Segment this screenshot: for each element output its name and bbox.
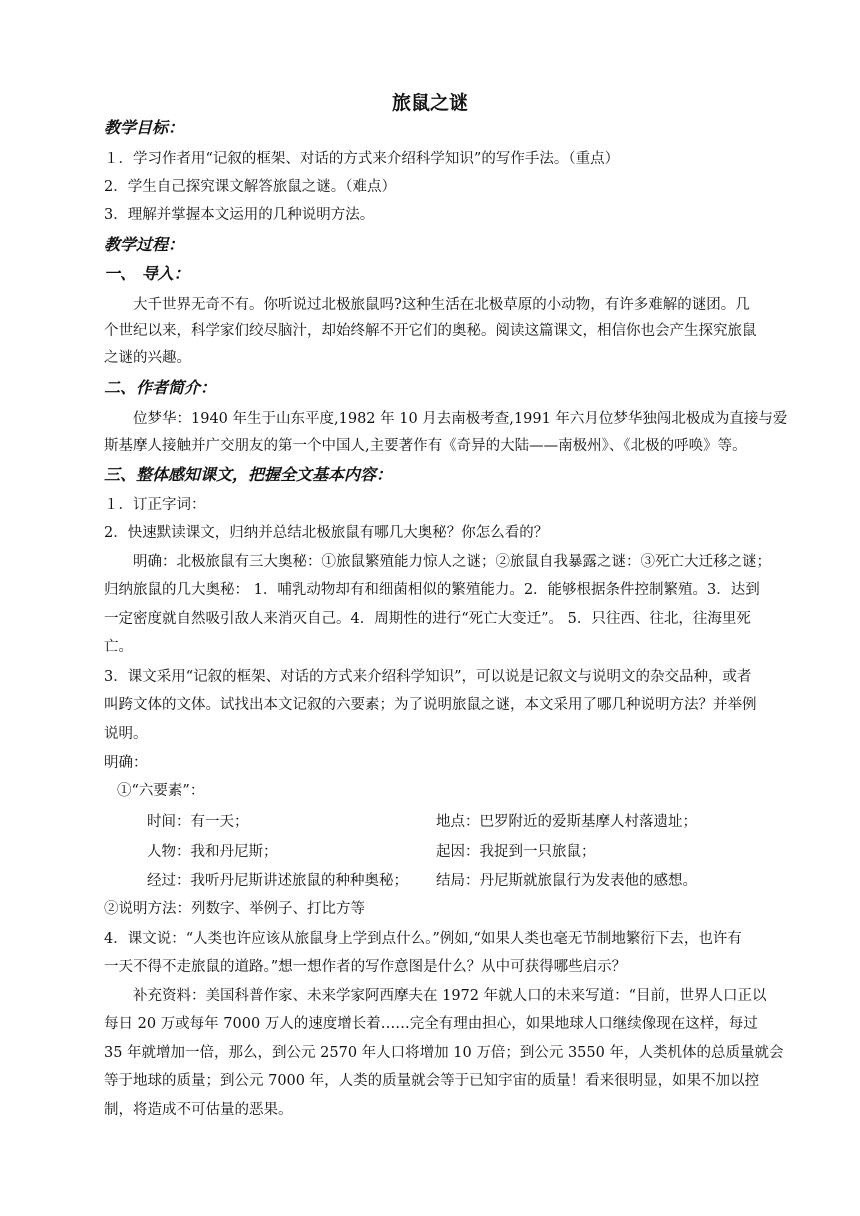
goals-heading: 教学目标： [104,118,185,137]
supplement-line: 每日 20 万或每年 7000 万人的速度增长着……完全有理由担心，如果地球人口继续像现在这样，每过 [104,1016,758,1032]
question-3-line: 叫跨文体的文体。试找出本文记叙的六要素；为了说明旅鼠之谜，本文采用了哪几种说明方法？并举例 [104,697,757,713]
answer-2-line: 明确：北极旅鼠有三大奥秘：①旅鼠繁殖能力惊人之谜；②旅鼠自我暴露之谜：③死亡大迁移之谜； [133,554,771,570]
supplement-line: 35 年就增加一倍，那么，到公元 2570 年人口将增加 10 万倍；到公元 3550 年，人类机体的总质量就会 [104,1045,784,1061]
supplement-line: 补充资料：美国科普作家、未来学家阿西摩夫在 1972 年就人口的未来写道：“目前，世界人口正以 [133,988,767,1004]
six-element-right: 地点：巴罗附近的爱斯基摩人村落遗址； [436,814,697,830]
author-paragraph-line: 位梦华：1940 年生于山东平度,1982 年 10 月去南极考查,1991 年六月位梦华独闯北极成为直接与爱 [133,411,788,427]
goal-item: 3．理解并掌握本文运用的几种说明方法。 [104,207,375,223]
intro-paragraph-line: 大千世界无奇不有。你听说过北极旅鼠吗?这种生活在北极草原的小动物，有许多难解的谜团。几 [133,297,750,313]
process-heading: 教学过程： [104,235,185,254]
goal-item: 2．学生自己探究课文解答旅鼠之谜。（难点） [104,179,396,195]
intro-paragraph-line: 之谜的兴趣。 [104,350,191,366]
six-element-left: 经过：我听丹尼斯讲述旅鼠的种种奥秘； [147,873,408,889]
answer-2-line: 亡。 [104,639,133,655]
supplement-line: 制，将造成不可估量的恶果。 [104,1102,293,1118]
question-2: 2．快速默读课文，归纳并总结北极旅鼠有哪几大奥秘？你怎么看的？ [104,525,549,541]
six-elements-label: ①“六要素”： [117,783,205,799]
document-title: 旅鼠之谜 [391,92,468,114]
author-paragraph-line: 斯基摩人接触并广交朋友的第一个中国人,主要著作有《奇异的大陆——南极州》、《北极的呼唤》等。 [104,438,747,454]
answer-2-line: 一定密度就自然吸引敌人来消灭自己。4．周期性的进行“死亡大变迁”。 5．只往西、往北，往海里死 [104,611,751,627]
goal-item: １．学习作者用“记叙的框架、对话的方式来介绍科学知识”的写作手法。（重点） [104,151,620,167]
question-4-line: 一天不得不走旅鼠的道路。”想一想作者的写作意图是什么？从中可获得哪些启示？ [104,959,627,975]
six-element-right: 起因：我捉到一只旅鼠； [436,844,596,860]
explanation-methods: ②说明方法：列数字、举例子、打比方等 [104,901,365,917]
question-3-line: 说明。 [104,726,148,742]
section-heading-overview: 三、整体感知课文，把握全文基本内容： [104,465,393,484]
six-element-left: 时间：有一天； [147,814,249,830]
section-heading-author: 二、作者简介： [104,378,217,397]
section-heading-intro: 一、 导入： [104,264,190,283]
intro-paragraph-line: 个世纪以来，科学家们绞尽脑汁，却始终解不开它们的奥秘。阅读这篇课文，相信你也会产生探究旅鼠 [104,323,757,339]
supplement-line: 等于地球的质量；到公元 7000 年，人类的质量就会等于已知宇宙的质量！看来很明显，如果不加以控 [104,1073,760,1089]
six-element-right: 结局：丹尼斯就旅鼠行为发表他的感想。 [436,873,697,889]
six-element-left: 人物：我和丹尼斯； [147,844,278,860]
question-4-line: 4．课文说：“人类也许应该从旅鼠身上学到点什么。”例如,“如果人类也毫无节制地繁衍下去，也许有 [104,931,742,947]
answer-3-label: 明确： [104,755,148,771]
answer-2-line: 归纳旅鼠的几大奥秘： 1．哺乳动物却有和细菌相似的繁殖能力。2．能够根据条件控制繁殖。3．达到 [104,582,760,598]
question-1: １．订正字词： [104,497,206,513]
question-3-line: 3．课文采用“记叙的框架、对话的方式来介绍科学知识”，可以说是记叙文与说明文的杂交品种，或者 [104,669,752,685]
